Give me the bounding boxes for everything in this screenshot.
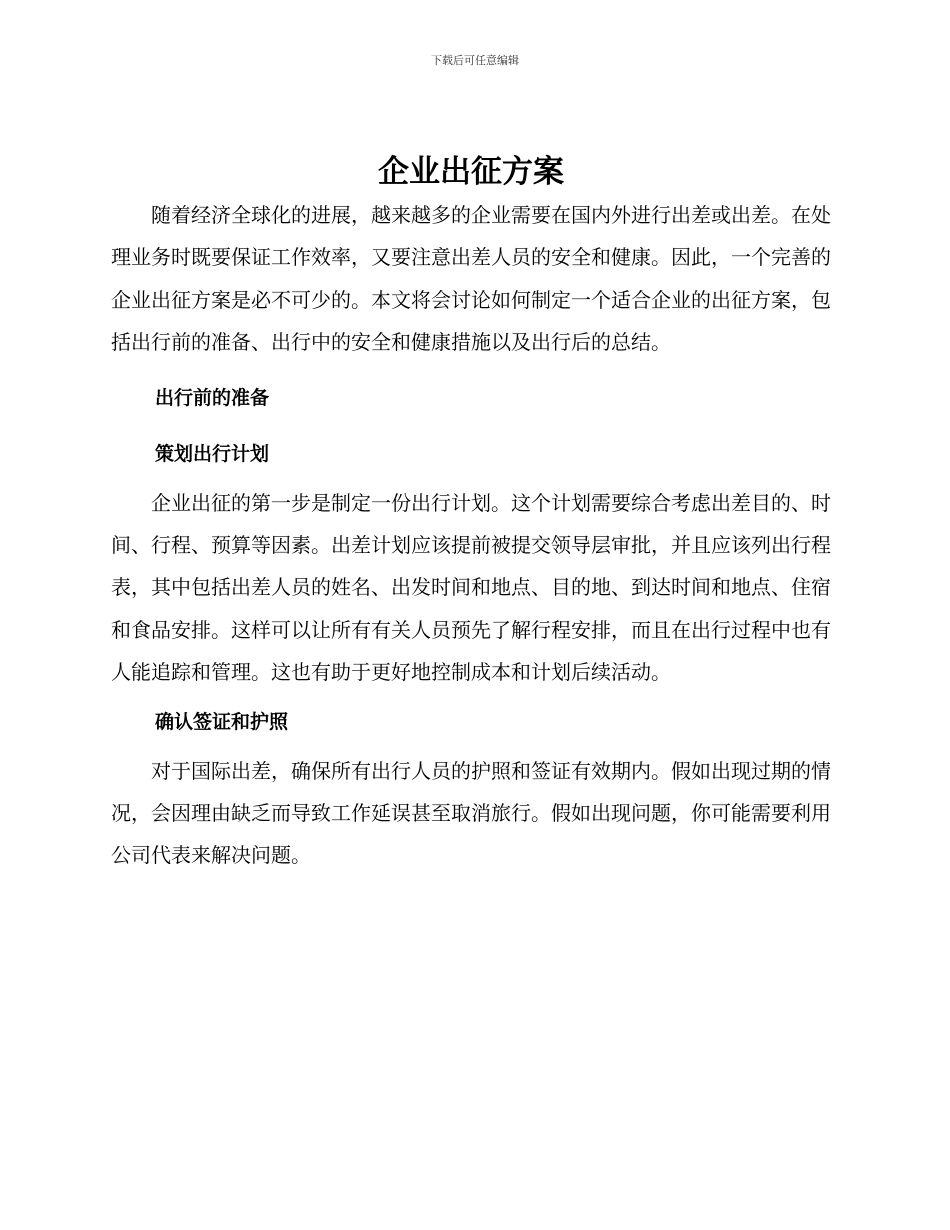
travel-plan-paragraph: 企业出征的第一步是制定一份出行计划。这个计划需要综合考虑出差目的、时间、行程、预算等因素。出差计划应该提前被提交领导层审批，并且应该列出行程表，其中包括出差人员的姓名、出发时间和地点、目的地、到达时间和地点、住宿和食品安排。这样可以让所有有关人员预先了解行程安排，而且在出行过程中也有人能追踪和管理。这也有助于更好地控制成本和计划后续活动。 [111,490,831,685]
intro-paragraph: 随着经济全球化的进展，越来越多的企业需要在国内外进行出差或出差。在处理业务时既要保证工作效率，又要注意出差人员的安全和健康。因此，一个完善的企业出征方案是必不可少的。本文将会讨论如何制定一个适合企业的出征方案，包括出行前的准备、出行中的安全和健康措施以及出行后的总结。 [111,203,831,355]
subheading-visa-passport: 确认签证和护照 [155,710,289,733]
subheading-travel-plan: 策划出行计划 [155,442,270,465]
page-header: 下载后可任意编辑 [431,54,519,67]
section-heading-preparation: 出行前的准备 [155,386,270,409]
visa-passport-paragraph: 对于国际出差，确保所有出行人员的护照和签证有效期内。假如出现过期的情况，会因理由缺乏而导致工作延误甚至取消旅行。假如出现问题，你可能需要利用公司代表来解决问题。 [111,758,831,868]
document-body [111,150,831,877]
document-title: 企业出征方案 [378,154,564,190]
